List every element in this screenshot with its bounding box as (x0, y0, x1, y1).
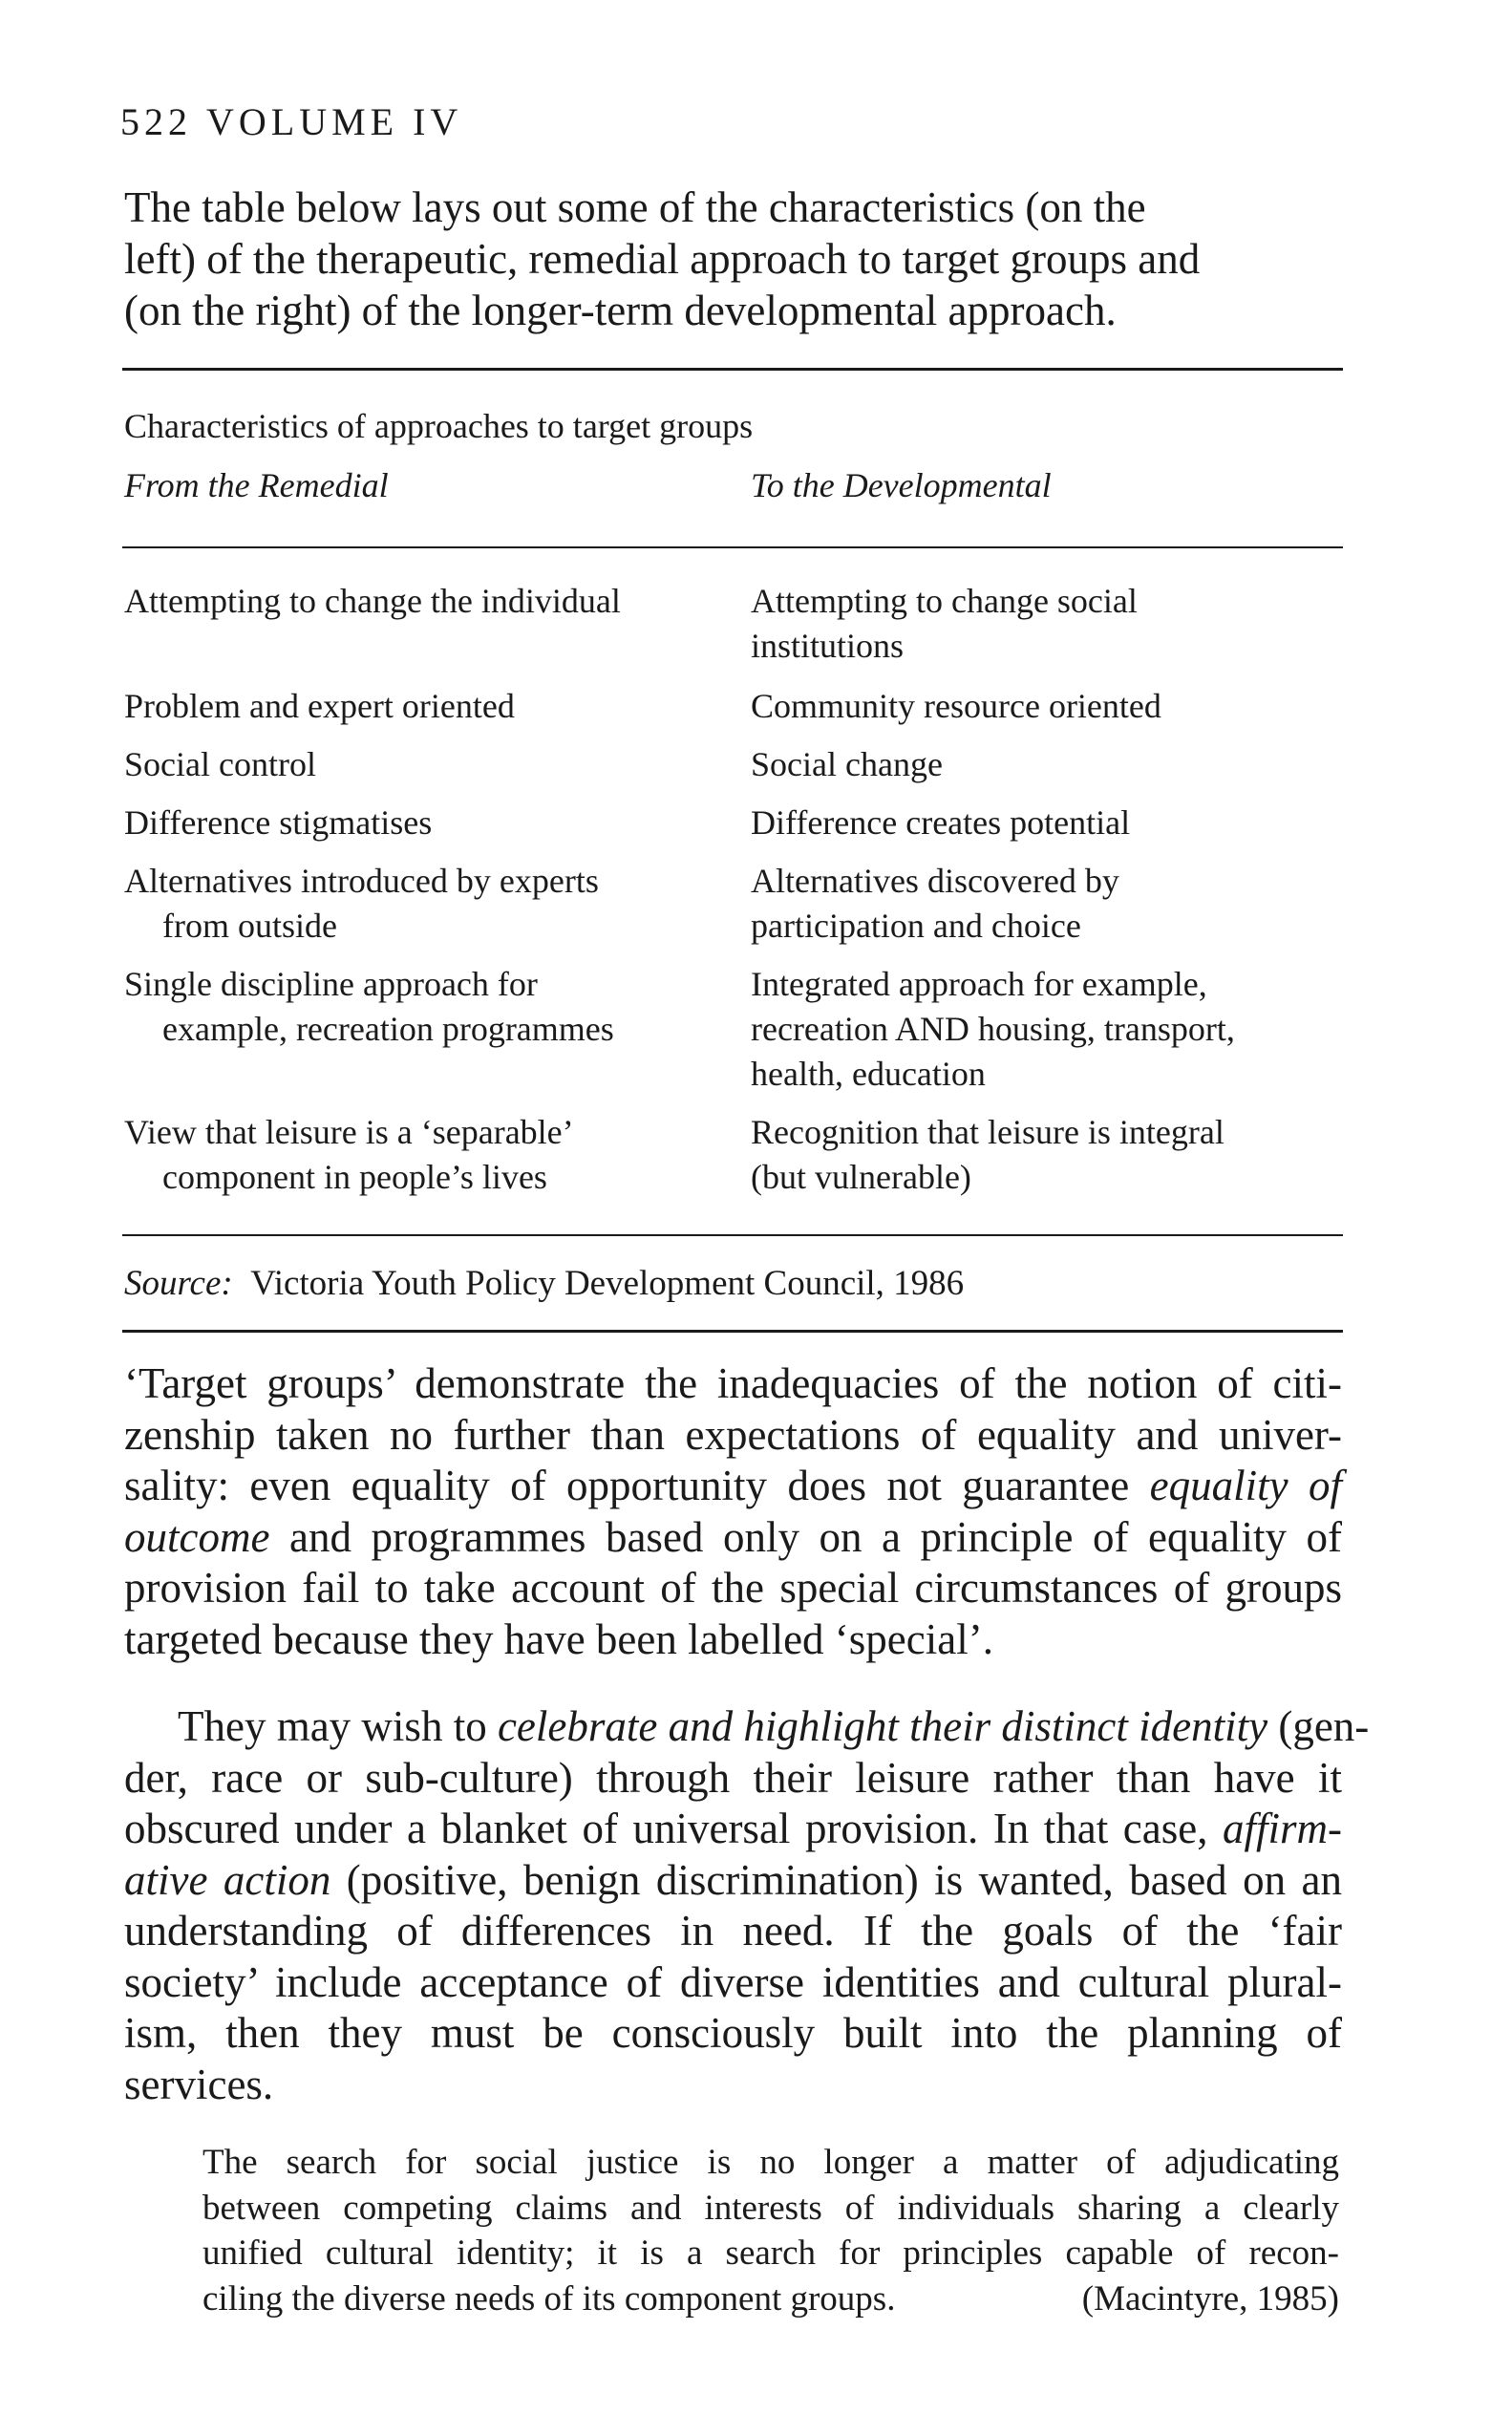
text-line: outcome and programmes based only on a principle of equality of (124, 1512, 1342, 1561)
quote-line: unified cultural identity; it is a search for principles capable of recon- (202, 2233, 1339, 2273)
developmental-cell: Recognition that leisure is integral (but vulnerable) (751, 1113, 1225, 1196)
remedial-cell: Attempting to change the individual (124, 582, 621, 620)
right-column-heading: To the Developmental (751, 466, 1052, 504)
quote-line: ciling the diverse needs of its component groups. (Macintyre, 1985) (202, 2276, 1339, 2322)
text-line: understanding of differences in need. If the goals of the ‘fair (124, 1907, 1342, 1955)
text-line: services. (124, 2060, 274, 2108)
text-line: ism, then they must be consciously built into the planning of (124, 2009, 1342, 2057)
text-line: targeted because they have been labelled ‘special’. (124, 1614, 993, 1663)
remedial-cell: Single discipline approach for example, recreation programmes (124, 965, 614, 1048)
text-line: sality: even equality of opportunity does not guarantee equality of (124, 1462, 1342, 1509)
table-top-rule (122, 368, 1343, 371)
text-line: They may wish to celebrate and highlight their distinct identity (gen- (178, 1702, 1370, 1750)
intro-paragraph (124, 182, 1270, 336)
text-line: provision fail to take account of the special circumstances of groups (124, 1564, 1342, 1612)
emphasis: equality of (1149, 1462, 1342, 1509)
table-end-rule (122, 1330, 1343, 1333)
source-label: Source: (124, 1264, 233, 1303)
developmental-cell: Social change (751, 745, 943, 783)
remedial-cell: View that leisure is a ‘separable’ component in people’s lives (124, 1113, 574, 1196)
remedial-cell: Problem and expert oriented (124, 687, 515, 725)
table-caption: Characteristics of approaches to target groups (124, 407, 754, 445)
table-header-rule (122, 546, 1343, 548)
quote-citation: (Macintyre, 1985) (1081, 2278, 1339, 2319)
quote-line: The search for social justice is no longer a matter of adjudicating (202, 2143, 1339, 2182)
text-line: ative action (positive, benign discrimination) is wanted, based on an (124, 1855, 1342, 1904)
left-column-heading: From the Remedial (124, 466, 389, 504)
table-bottom-rule (122, 1234, 1343, 1236)
quote-line: between competing claims and interests of individuals sharing a clearly (202, 2188, 1339, 2228)
text-line: ‘Target groups’ demonstrate the inadequacies of the notion of citi- (124, 1359, 1342, 1407)
running-head (120, 100, 463, 143)
body-paragraph-1 (124, 1358, 1342, 1665)
block-quote (202, 2140, 1339, 2321)
remedial-cell: Difference stigmatises (124, 803, 433, 842)
text-line: society’ include acceptance of diverse identities and cultural plural- (124, 1957, 1342, 2006)
emphasis: affirm- (1222, 1805, 1342, 1852)
intro-line: (on the right) of the longer-term developmental approach. (124, 287, 1117, 334)
developmental-cell: Community resource oriented (751, 687, 1161, 725)
text-line: der, race or sub-culture) through their leisure rather than have it (124, 1753, 1342, 1802)
volume-label: VOLUME IV (206, 100, 463, 143)
developmental-cell: Integrated approach for example, recreation AND housing, transport, health, education (751, 965, 1235, 1093)
text-line: zenship taken no further than expectations of equality and univer- (124, 1410, 1342, 1459)
emphasis: outcome (124, 1512, 270, 1561)
page-number: 522 (120, 100, 192, 143)
remedial-cell: Alternatives introduced by experts from outside (124, 862, 599, 945)
emphasis: celebrate and highlight their distinct identity (497, 1702, 1268, 1750)
source-text: Victoria Youth Policy Development Council, 1986 (250, 1264, 965, 1303)
text-line: obscured under a blanket of universal provision. In that case, affirm- (124, 1805, 1342, 1852)
table-source (124, 1266, 964, 1301)
remedial-cell: Social control (124, 745, 316, 783)
developmental-cell: Alternatives discovered by participation and choice (751, 862, 1119, 945)
developmental-cell: Attempting to change social institutions (751, 582, 1138, 665)
intro-line: The table below lays out some of the characteristics (on the (124, 183, 1146, 231)
body-paragraph-2 (124, 1701, 1370, 2110)
emphasis: ative action (124, 1855, 331, 1904)
developmental-cell: Difference creates potential (751, 803, 1131, 842)
intro-line: left) of the therapeutic, remedial approach to target groups and (124, 235, 1201, 283)
